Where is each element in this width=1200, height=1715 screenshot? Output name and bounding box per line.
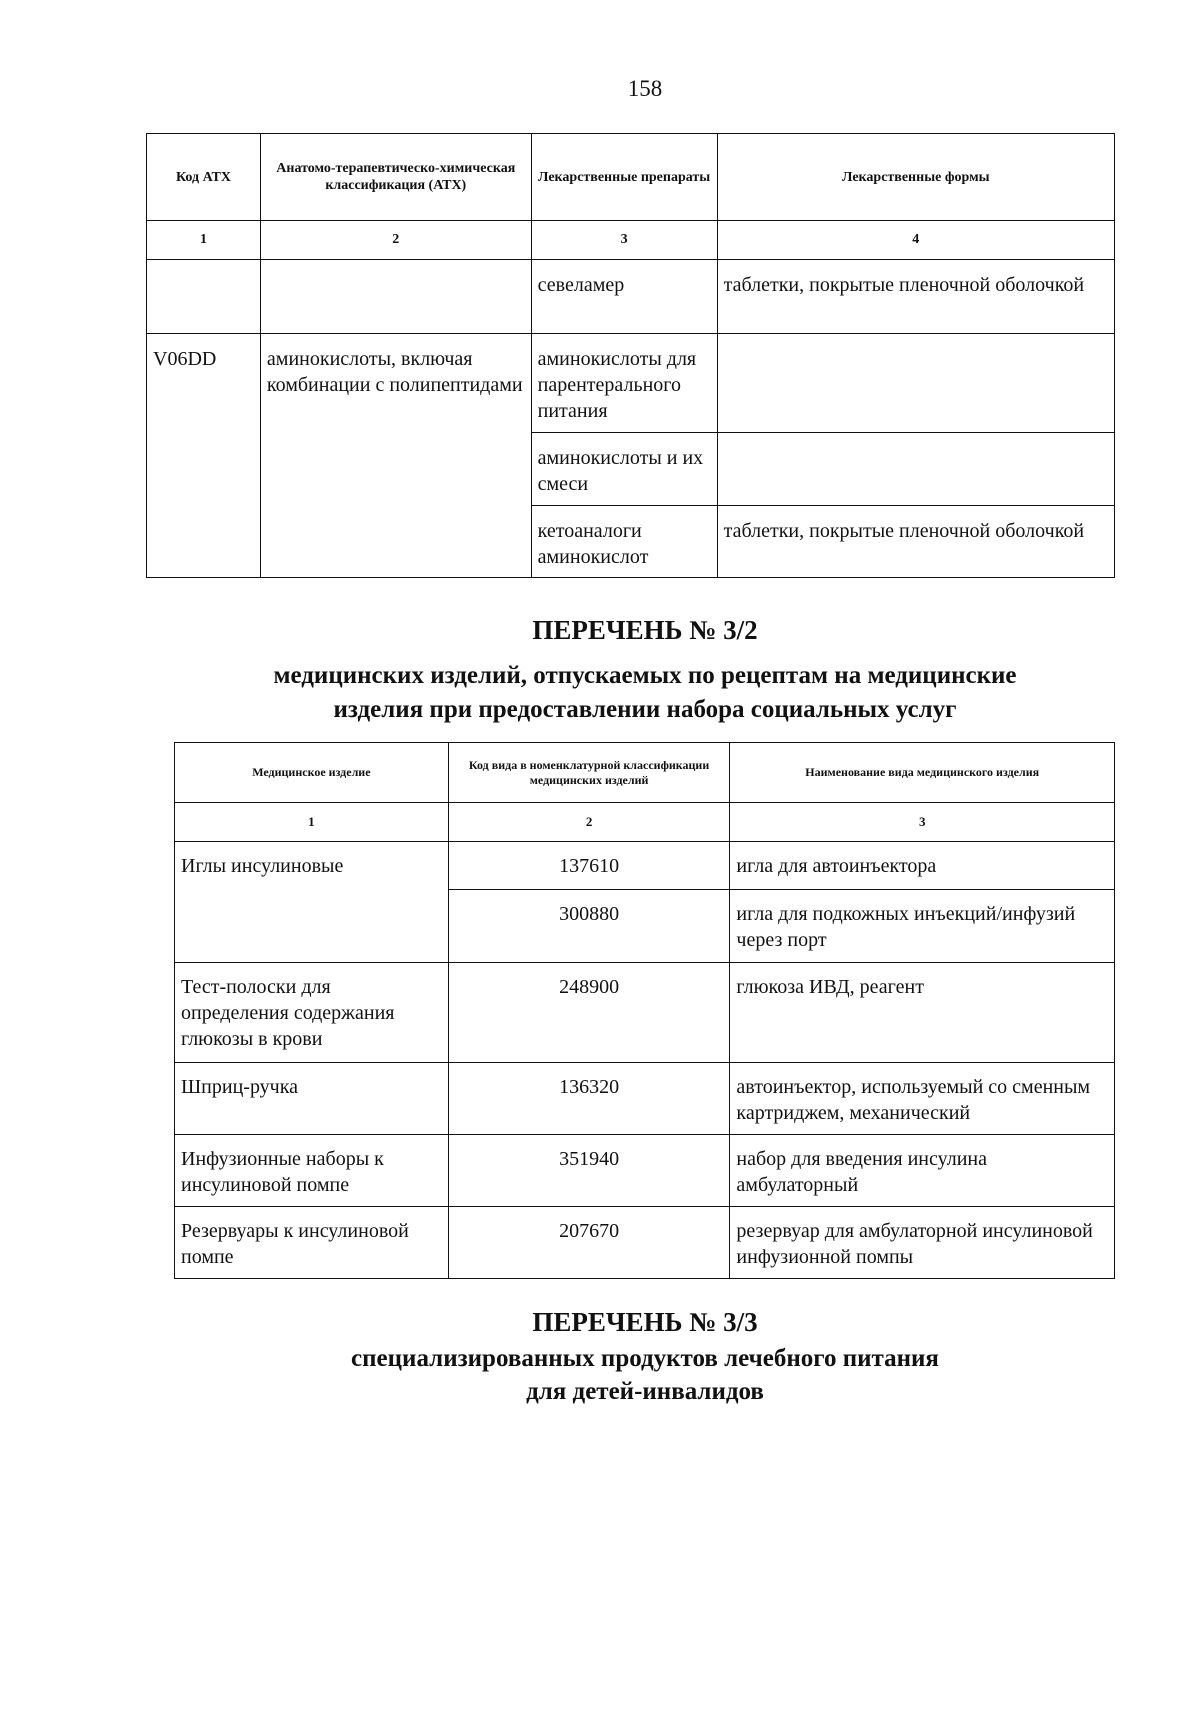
table-row	[175, 1207, 1115, 1279]
header-name: Наименование вида медицинского изделия	[730, 743, 1115, 803]
form-cell: таблетки, покрытые пленочной оболочкой	[717, 506, 1114, 578]
atx-table	[146, 133, 1115, 578]
table-row	[175, 1135, 1115, 1207]
column-number: 4	[717, 221, 1114, 260]
code-cell: 136320	[448, 1063, 730, 1135]
medical-devices-table	[174, 742, 1115, 1279]
column-number: 2	[260, 221, 531, 260]
atx-code-cell	[147, 260, 261, 334]
header-forms: Лекарственные формы	[717, 134, 1114, 221]
device-cell: Тест-полоски для определения содержания глюкозы в крови	[175, 963, 449, 1063]
drug-cell: кетоаналоги аминокислот	[531, 506, 717, 578]
table-row	[147, 334, 1115, 433]
code-cell: 300880	[448, 890, 730, 963]
header-atx-code: Код АТХ	[147, 134, 261, 221]
device-cell: Инфузионные наборы к инсулиновой помпе	[175, 1135, 449, 1207]
form-cell	[717, 334, 1114, 433]
table-row	[175, 842, 1115, 890]
list-3-3-title: ПЕРЕЧЕНЬ № 3/3	[532, 1307, 758, 1337]
drug-cell: аминокислоты для парентерального питания	[531, 334, 717, 433]
classification-cell	[260, 260, 531, 334]
list-3-3-subtitle-line2: для детей-инвалидов	[526, 1378, 764, 1405]
column-number-row	[175, 803, 1115, 842]
code-cell: 351940	[448, 1135, 730, 1207]
device-cell: Шприц-ручка	[175, 1063, 449, 1135]
header-device: Медицинское изделие	[175, 743, 449, 803]
column-number: 3	[531, 221, 717, 260]
name-cell: игла для автоинъектора	[730, 842, 1115, 890]
list-3-2-subtitle-line1: медицинских изделий, отпускаемых по рецептам на медицинские	[273, 662, 1017, 689]
form-cell	[717, 433, 1114, 506]
column-number: 1	[147, 221, 261, 260]
table-header-row	[147, 134, 1115, 221]
page-number: 158	[627, 76, 663, 101]
list-3-2-title: ПЕРЕЧЕНЬ № 3/2	[532, 615, 758, 645]
device-cell: Резервуары к инсулиновой помпе	[175, 1207, 449, 1279]
column-number: 2	[448, 803, 730, 842]
name-cell: глюкоза ИВД, реагент	[730, 963, 1115, 1063]
column-number-row	[147, 221, 1115, 260]
name-cell: резервуар для амбулаторной инсулиновой инфузионной помпы	[730, 1207, 1115, 1279]
list-3-2-subtitle-line2: изделия при предоставлении набора социальных услуг	[333, 696, 957, 723]
form-cell: таблетки, покрытые пленочной оболочкой	[717, 260, 1114, 334]
code-cell: 248900	[448, 963, 730, 1063]
drug-cell: севеламер	[531, 260, 717, 334]
table-row	[175, 1063, 1115, 1135]
table-row	[147, 260, 1115, 334]
column-number: 1	[175, 803, 449, 842]
header-atx-classification: Анатомо-терапевтическо-химическая классификация (АТХ)	[260, 134, 531, 221]
atx-code-cell: V06DD	[147, 334, 261, 578]
name-cell: автоинъектор, используемый со сменным картриджем, механический	[730, 1063, 1115, 1135]
drug-cell: аминокислоты и их смеси	[531, 433, 717, 506]
name-cell: игла для подкожных инъекций/инфузий через порт	[730, 890, 1115, 963]
device-cell: Иглы инсулиновые	[175, 842, 449, 963]
column-number: 3	[730, 803, 1115, 842]
header-drugs: Лекарственные препараты	[531, 134, 717, 221]
code-cell: 137610	[448, 842, 730, 890]
list-3-3-subtitle-line1: специализированных продуктов лечебного питания	[351, 1345, 939, 1372]
header-code: Код вида в номенклатурной классификации медицинских изделий	[448, 743, 730, 803]
table-header-row	[175, 743, 1115, 803]
table-row	[175, 963, 1115, 1063]
classification-cell: аминокислоты, включая комбинации с полипептидами	[260, 334, 531, 578]
name-cell: набор для введения инсулина амбулаторный	[730, 1135, 1115, 1207]
code-cell: 207670	[448, 1207, 730, 1279]
